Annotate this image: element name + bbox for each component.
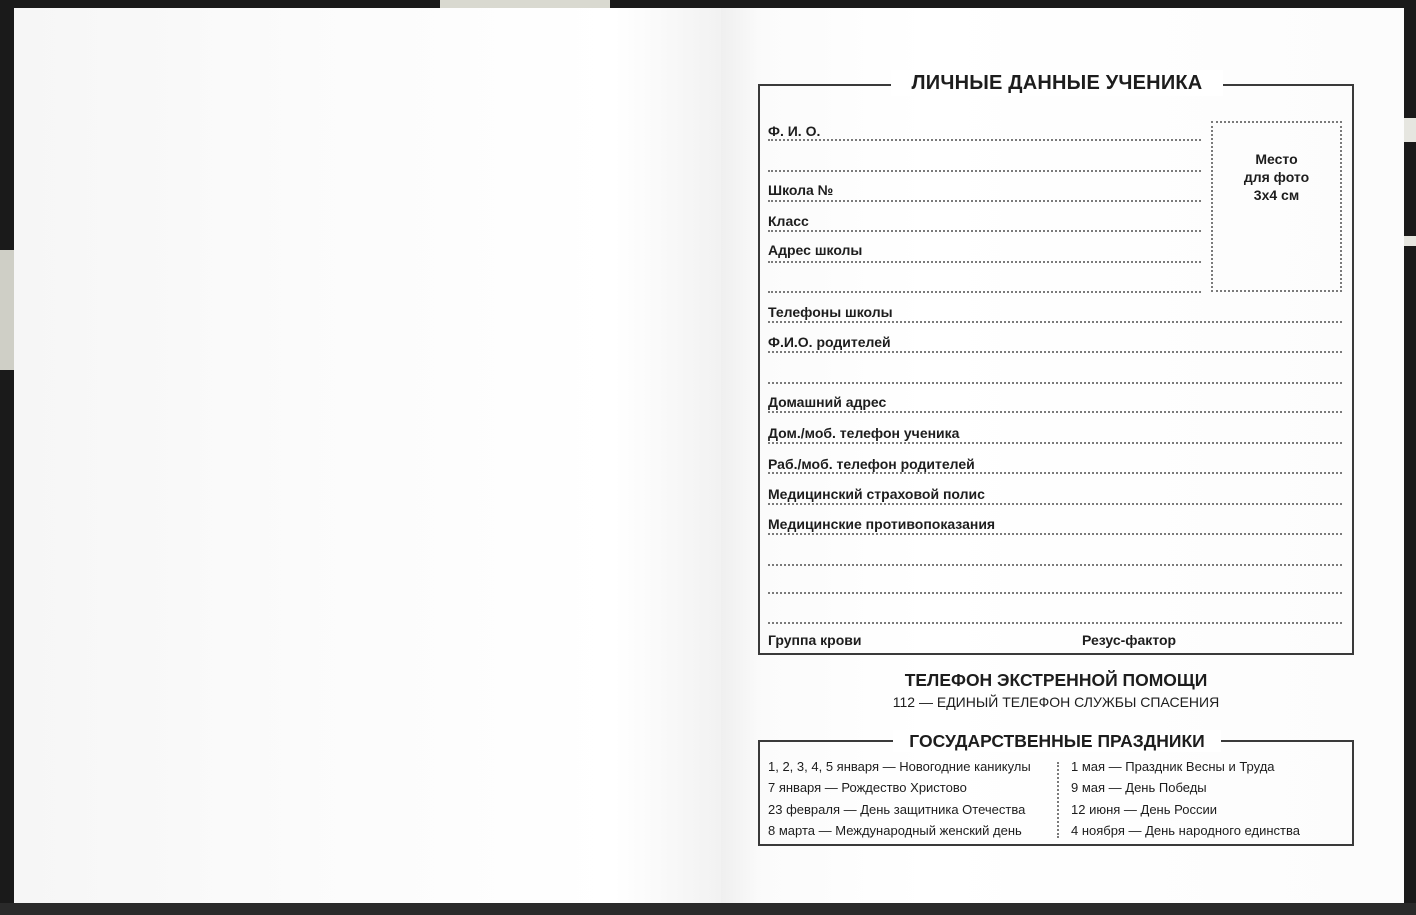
contraindications-line-3[interactable] xyxy=(768,592,1342,594)
student-phone-line[interactable] xyxy=(768,442,1342,444)
holidays-right-column xyxy=(1071,756,1300,841)
photo-text-line3: 3х4 см xyxy=(1253,186,1300,203)
book-cover-edge xyxy=(0,250,14,370)
school-phones-line[interactable] xyxy=(768,321,1342,323)
student-data-title: ЛИЧНЫЕ ДАННЫЕ УЧЕНИКА xyxy=(891,70,1223,96)
school-address-label: Адрес школы xyxy=(768,242,863,258)
blood-group-label: Группа крови xyxy=(768,632,862,648)
holiday-item: 1 мая — Праздник Весны и Труда xyxy=(1071,759,1275,774)
class-line[interactable] xyxy=(768,230,1201,232)
holiday-item: 8 марта — Международный женский день xyxy=(768,822,1022,838)
parents-phone-label: Раб./моб. телефон родителей xyxy=(768,456,975,472)
holiday-item: 23 февраля — День защитника Отечества xyxy=(768,801,1026,817)
book-cover-edge xyxy=(0,903,1416,915)
emergency-title: ТЕЛЕФОН ЭКСТРЕННОЙ ПОМОЩИ xyxy=(904,670,1208,690)
student-phone-label: Дом./моб. телефон ученика xyxy=(768,425,960,441)
class-label: Класс xyxy=(768,213,809,229)
rh-factor-label: Резус-фактор xyxy=(1082,632,1177,648)
contraindications-label: Медицинские противопоказания xyxy=(768,516,996,532)
home-address-label: Домашний адрес xyxy=(768,394,887,410)
holiday-item: 1, 2, 3, 4, 5 января — Новогодние каникулы xyxy=(768,759,1031,774)
holidays-separator xyxy=(1057,762,1059,838)
holidays-left-column xyxy=(768,756,1031,841)
left-blank-page xyxy=(14,8,721,903)
insurance-line[interactable] xyxy=(768,503,1342,505)
parents-fio-line[interactable] xyxy=(768,351,1342,353)
parents-fio-label: Ф.И.О. родителей xyxy=(768,334,891,350)
school-phones-label: Телефоны школы xyxy=(768,304,893,320)
holiday-item: 4 ноября — День народного единства xyxy=(1071,822,1300,838)
holiday-item: 12 июня — День России xyxy=(1071,801,1217,817)
school-number-line[interactable] xyxy=(768,200,1201,202)
photo-placeholder xyxy=(1211,121,1342,292)
fio-line[interactable] xyxy=(768,139,1201,141)
parents-phone-line[interactable] xyxy=(768,472,1342,474)
school-address-line[interactable] xyxy=(768,261,1201,263)
parents-fio-line-2[interactable] xyxy=(768,382,1342,384)
holidays-title: ГОСУДАРСТВЕННЫЕ ПРАЗДНИКИ xyxy=(893,730,1221,752)
school-address-line-2[interactable] xyxy=(768,291,1201,293)
fio-label: Ф. И. О. xyxy=(768,123,821,139)
fio-line-2[interactable] xyxy=(768,170,1201,172)
emergency-subtitle: 112 — ЕДИНЫЙ ТЕЛЕФОН СЛУЖБЫ СПАСЕНИЯ xyxy=(892,694,1220,710)
photo-text-line1: Место xyxy=(1255,150,1298,167)
school-number-label: Школа № xyxy=(768,182,834,198)
photo-text-line2: для фото xyxy=(1243,168,1310,185)
insurance-label: Медицинский страховой полис xyxy=(768,486,985,502)
holiday-item: 9 мая — День Победы xyxy=(1071,780,1207,796)
holiday-item: 7 января — Рождество Христово xyxy=(768,780,967,796)
contraindications-line-4[interactable] xyxy=(768,622,1342,624)
contraindications-line-2[interactable] xyxy=(768,564,1342,566)
contraindications-line[interactable] xyxy=(768,533,1342,535)
home-address-line[interactable] xyxy=(768,411,1342,413)
